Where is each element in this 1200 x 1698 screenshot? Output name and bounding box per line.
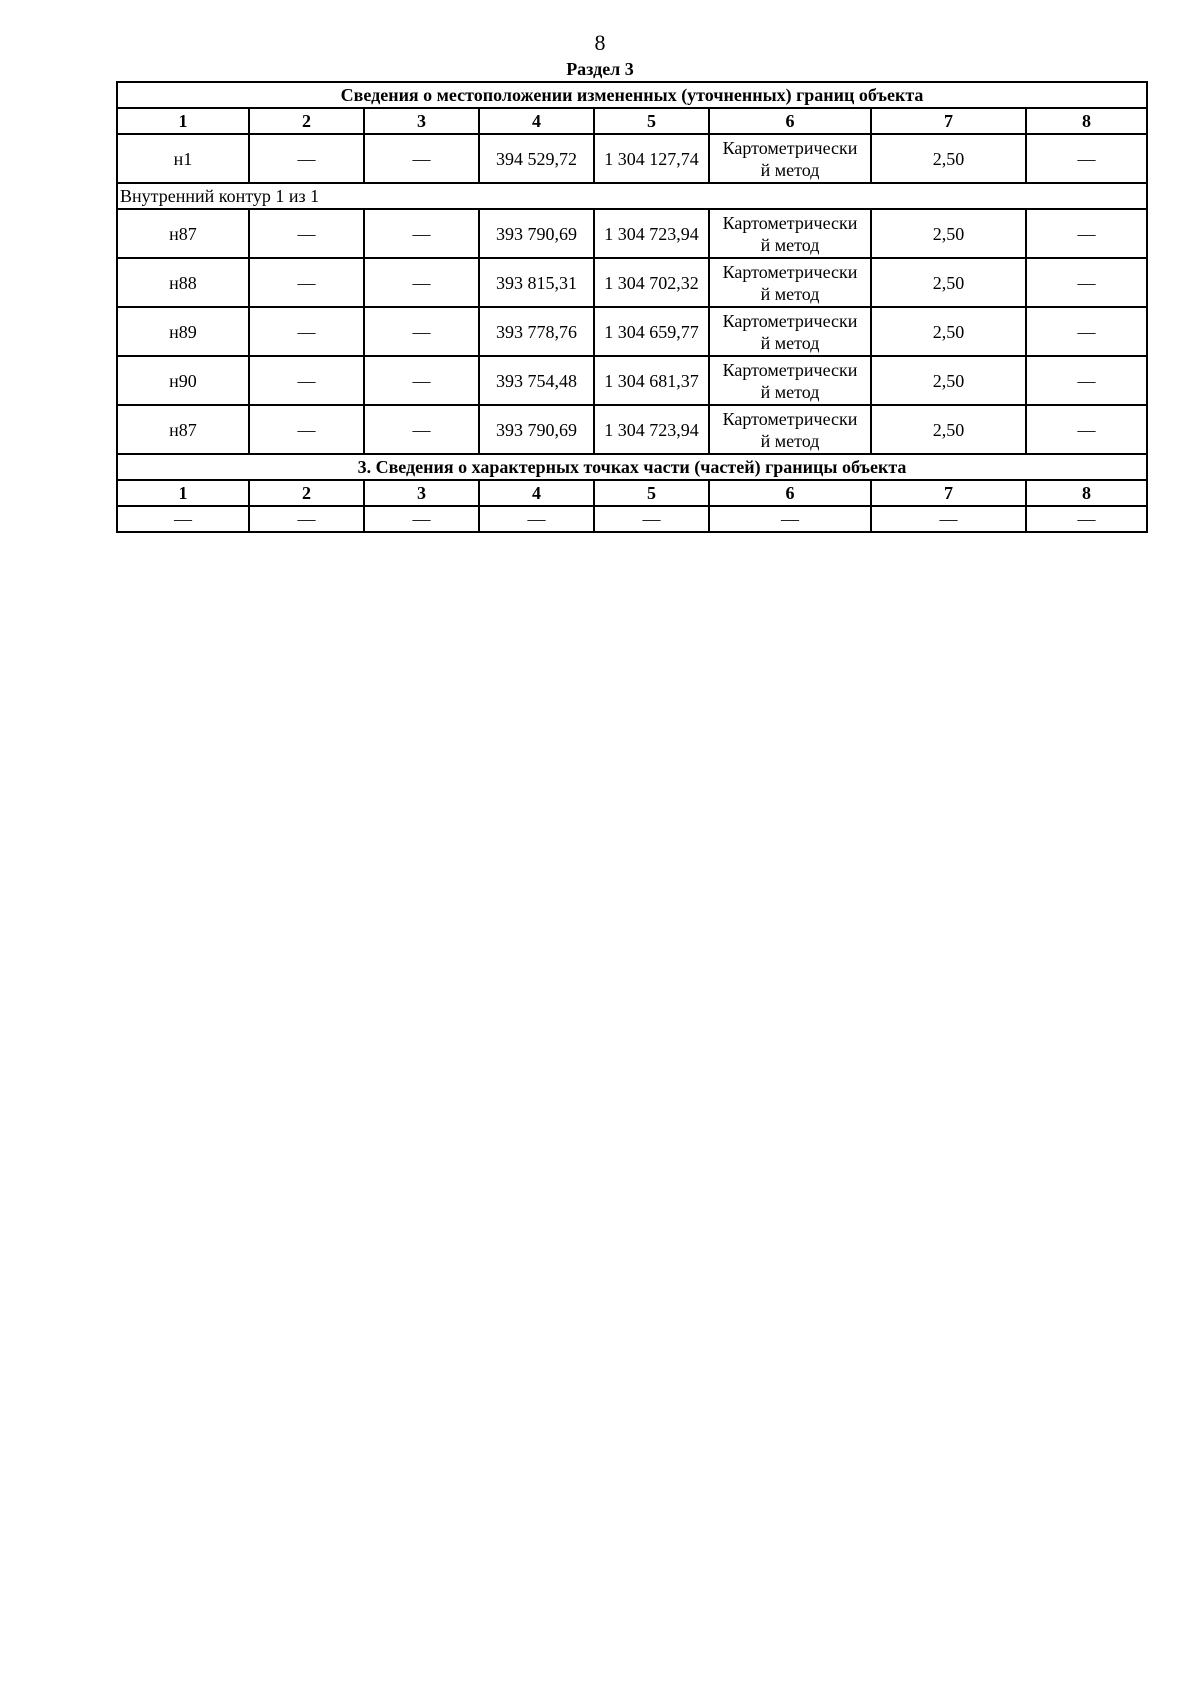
empty-cell: — xyxy=(1026,506,1147,532)
method-line-2: й метод xyxy=(760,283,820,304)
column-header: 8 xyxy=(1026,108,1147,134)
coord-y: 1 304 681,37 xyxy=(594,356,709,405)
cell-col3: — xyxy=(364,209,479,258)
coord-y: 1 304 702,32 xyxy=(594,258,709,307)
coord-x: 393 790,69 xyxy=(479,209,594,258)
method-cell xyxy=(709,209,871,258)
table-row xyxy=(117,209,1147,258)
cell-col8: — xyxy=(1026,356,1147,405)
method-line-1: Картометрически xyxy=(722,359,858,380)
column-header: 5 xyxy=(594,108,709,134)
cell-col8: — xyxy=(1026,134,1147,183)
cell-col8: — xyxy=(1026,258,1147,307)
column-header: 3 xyxy=(364,108,479,134)
method-cell xyxy=(709,258,871,307)
accuracy: 2,50 xyxy=(871,134,1026,183)
cell-col2: — xyxy=(249,258,364,307)
column-header: 7 xyxy=(871,480,1026,506)
point-name: н90 xyxy=(117,356,249,405)
method-cell xyxy=(709,307,871,356)
method-line-1: Картометрически xyxy=(722,310,858,331)
method-line-1: Картометрически xyxy=(722,212,858,233)
point-name: н89 xyxy=(117,307,249,356)
column-header: 6 xyxy=(709,480,871,506)
point-name: н88 xyxy=(117,258,249,307)
method-cell xyxy=(709,356,871,405)
empty-cell: — xyxy=(117,506,249,532)
accuracy: 2,50 xyxy=(871,258,1026,307)
cell-col2: — xyxy=(249,356,364,405)
column-header: 5 xyxy=(594,480,709,506)
method-cell xyxy=(709,405,871,454)
section-title: Раздел 3 xyxy=(566,59,634,79)
empty-cell: — xyxy=(249,506,364,532)
table-caption-row xyxy=(117,82,1147,108)
coord-x: 393 815,31 xyxy=(479,258,594,307)
cell-col3: — xyxy=(364,356,479,405)
method-line-1: Картометрически xyxy=(722,137,858,158)
cell-col2: — xyxy=(249,209,364,258)
column-header: 7 xyxy=(871,108,1026,134)
table-row xyxy=(117,506,1147,532)
method-cell xyxy=(709,134,871,183)
column-header: 2 xyxy=(249,480,364,506)
boundary-coordinates-table xyxy=(116,81,1148,533)
accuracy: 2,50 xyxy=(871,405,1026,454)
table-row xyxy=(117,134,1147,183)
cell-col2: — xyxy=(249,307,364,356)
coord-y: 1 304 659,77 xyxy=(594,307,709,356)
cell-col2: — xyxy=(249,405,364,454)
empty-cell: — xyxy=(364,506,479,532)
accuracy: 2,50 xyxy=(871,356,1026,405)
accuracy: 2,50 xyxy=(871,209,1026,258)
column-header: 4 xyxy=(479,108,594,134)
method-line-2: й метод xyxy=(760,332,820,353)
method-line-1: Картометрически xyxy=(722,408,858,429)
table-row xyxy=(117,356,1147,405)
table-caption: 3. Сведения о характерных точках части (частей) границы объекта xyxy=(117,454,1147,480)
method-line-2: й метод xyxy=(760,381,820,402)
point-name: н87 xyxy=(117,405,249,454)
column-header: 1 xyxy=(117,108,249,134)
cell-col2: — xyxy=(249,134,364,183)
cell-col8: — xyxy=(1026,405,1147,454)
cell-col8: — xyxy=(1026,307,1147,356)
contour-label-row xyxy=(117,183,1147,209)
table-row xyxy=(117,258,1147,307)
column-header: 8 xyxy=(1026,480,1147,506)
cell-col8: — xyxy=(1026,209,1147,258)
cell-col3: — xyxy=(364,405,479,454)
column-header: 1 xyxy=(117,480,249,506)
page-number: 8 xyxy=(594,30,606,55)
method-line-2: й метод xyxy=(760,430,820,451)
accuracy: 2,50 xyxy=(871,307,1026,356)
empty-cell: — xyxy=(709,506,871,532)
column-header-row xyxy=(117,480,1147,506)
column-header: 4 xyxy=(479,480,594,506)
method-line-2: й метод xyxy=(760,234,820,255)
cell-col3: — xyxy=(364,134,479,183)
method-line-1: Картометрически xyxy=(722,261,858,282)
empty-cell: — xyxy=(479,506,594,532)
table-caption-row xyxy=(117,454,1147,480)
coord-x: 393 754,48 xyxy=(479,356,594,405)
point-name: н1 xyxy=(117,134,249,183)
empty-cell: — xyxy=(871,506,1026,532)
coord-x: 394 529,72 xyxy=(479,134,594,183)
point-name: н87 xyxy=(117,209,249,258)
column-header: 2 xyxy=(249,108,364,134)
coord-y: 1 304 723,94 xyxy=(594,405,709,454)
cell-col3: — xyxy=(364,258,479,307)
cell-col3: — xyxy=(364,307,479,356)
column-header: 6 xyxy=(709,108,871,134)
coord-x: 393 778,76 xyxy=(479,307,594,356)
coord-y: 1 304 127,74 xyxy=(594,134,709,183)
coord-x: 393 790,69 xyxy=(479,405,594,454)
column-header-row xyxy=(117,108,1147,134)
method-line-2: й метод xyxy=(760,159,820,180)
table-row xyxy=(117,405,1147,454)
contour-label: Внутренний контур 1 из 1 xyxy=(117,183,1147,209)
table-row xyxy=(117,307,1147,356)
coord-y: 1 304 723,94 xyxy=(594,209,709,258)
column-header: 3 xyxy=(364,480,479,506)
empty-cell: — xyxy=(594,506,709,532)
table-caption: Сведения о местоположении измененных (уточненных) границ объекта xyxy=(117,82,1147,108)
